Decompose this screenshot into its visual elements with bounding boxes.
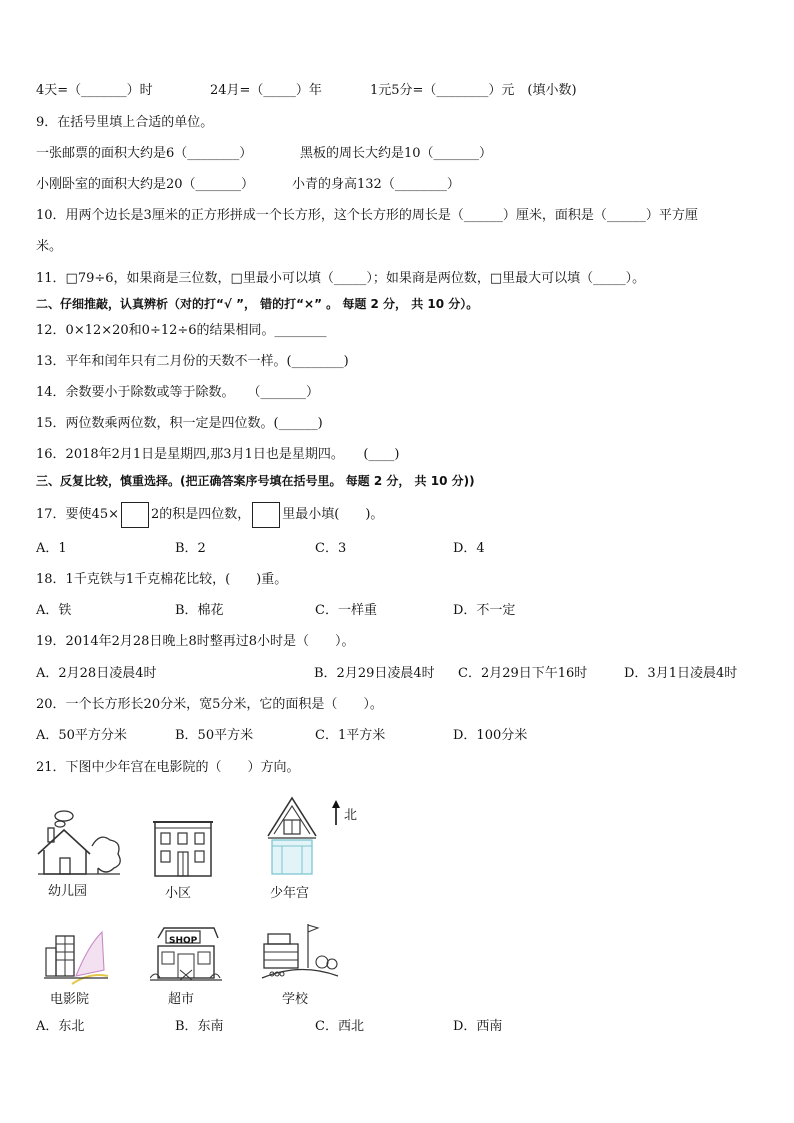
option-d[interactable]: D．4 [453, 541, 485, 556]
conversion-yuan: 1元5分=（________）元 (填小数) [370, 83, 577, 98]
option-d[interactable]: D．不一定 [453, 603, 516, 618]
option-c[interactable]: C．1平方米 [315, 728, 386, 743]
question-9-stamp: 一张邮票的面积大约是6（________） [36, 146, 253, 161]
option-c[interactable]: C．3 [315, 541, 347, 556]
supermarket-building-icon [150, 924, 222, 986]
youth-palace-label: 少年宫 [270, 886, 310, 901]
option-b[interactable]: B．2月29日凌晨4时 [314, 666, 435, 681]
question-19: 19．2014年2月28日晚上8时整再过8小时是（ ）。 [36, 634, 355, 649]
conversion-days: 4天=（_______）时 [36, 83, 153, 98]
question-12: 12．0×12×20和0÷12÷6的结果相同。________ [36, 323, 327, 338]
school-label: 学校 [282, 992, 309, 1007]
option-b[interactable]: B．2 [175, 541, 206, 556]
cinema-building-icon [42, 926, 110, 986]
question-17-post: 里最小填( )。 [282, 507, 384, 522]
question-17-pre: 17．要使45× [36, 507, 119, 522]
option-a[interactable]: A．东北 [36, 1019, 85, 1034]
question-15: 15．两位数乘两位数，积一定是四位数。(______) [36, 416, 323, 431]
question-17 [36, 500, 383, 530]
north-label: 北 [344, 808, 358, 823]
conversion-months: 24月=（_____）年 [210, 83, 322, 98]
community-label: 小区 [165, 886, 192, 901]
school-building-icon [260, 922, 340, 988]
section-2-heading: 二、仔细推敲，认真辨析（对的打“√ ”， 错的打“×” 。 每题 2 分， 共 10 分）。 [36, 297, 479, 311]
section-3-heading: 三、反复比较，慎重选择。(把正确答案序号填在括号里。 每题 2 分， 共 10 分)) [36, 474, 475, 488]
blank-box [121, 502, 149, 528]
option-a[interactable]: A．50平方分米 [36, 728, 127, 743]
community-building-icon [150, 818, 216, 878]
kindergarten-house-icon [36, 806, 126, 878]
question-16: 16．2018年2月1日是星期四,那3月1日也是星期四。 (____) [36, 447, 400, 462]
north-arrow-icon [330, 800, 342, 826]
question-10-cont: 米。 [36, 239, 63, 254]
option-a[interactable]: A．铁 [36, 603, 72, 618]
question-17-mid: 2的积是四位数， [150, 507, 251, 522]
shop-sign: SHOP [169, 936, 198, 946]
option-c[interactable]: C．2月29日下午16时 [458, 666, 588, 681]
option-c[interactable]: C．西北 [315, 1019, 364, 1034]
question-9-blackboard: 黑板的周长大约是10（_______） [300, 146, 493, 161]
option-a[interactable]: A．1 [36, 541, 67, 556]
question-10: 10．用两个边长是3厘米的正方形拼成一个长方形，这个长方形的周长是（______）厘米，面积是（______）平方厘 [36, 208, 698, 223]
option-a[interactable]: A．2月28日凌晨4时 [36, 666, 157, 681]
question-14: 14．余数要小于除数或等于除数。 （_______） [36, 385, 320, 400]
blank-box [252, 502, 280, 528]
option-b[interactable]: B．50平方米 [175, 728, 254, 743]
question-9-height: 小青的身高132（________） [292, 177, 460, 192]
option-b[interactable]: B．棉花 [175, 603, 224, 618]
youth-palace-icon [264, 796, 320, 880]
question-11: 11．□79÷6，如果商是三位数，□里最小可以填（_____）；如果商是两位数，□里最大可以填（_____）。 [36, 271, 646, 286]
kindergarten-label: 幼儿园 [48, 884, 88, 899]
question-18: 18．1千克铁与1千克棉花比较，( )重。 [36, 572, 288, 587]
question-13: 13．平年和闰年只有二月份的天数不一样。(________) [36, 354, 349, 369]
question-20: 20．一个长方形长20分米，宽5分米，它的面积是（ ）。 [36, 697, 383, 712]
supermarket-label: 超市 [168, 992, 195, 1007]
option-c[interactable]: C．一样重 [315, 603, 377, 618]
option-d[interactable]: D．西南 [453, 1019, 503, 1034]
option-b[interactable]: B．东南 [175, 1019, 224, 1034]
question-9-bedroom: 小刚卧室的面积大约是20（_______） [36, 177, 255, 192]
option-d[interactable]: D．100分米 [453, 728, 528, 743]
option-d[interactable]: D．3月1日凌晨4时 [624, 666, 738, 681]
cinema-label: 电影院 [50, 992, 90, 1007]
question-21: 21．下图中少年宫在电影院的（ ）方向。 [36, 760, 300, 775]
question-9: 9．在括号里填上合适的单位。 [36, 115, 214, 130]
